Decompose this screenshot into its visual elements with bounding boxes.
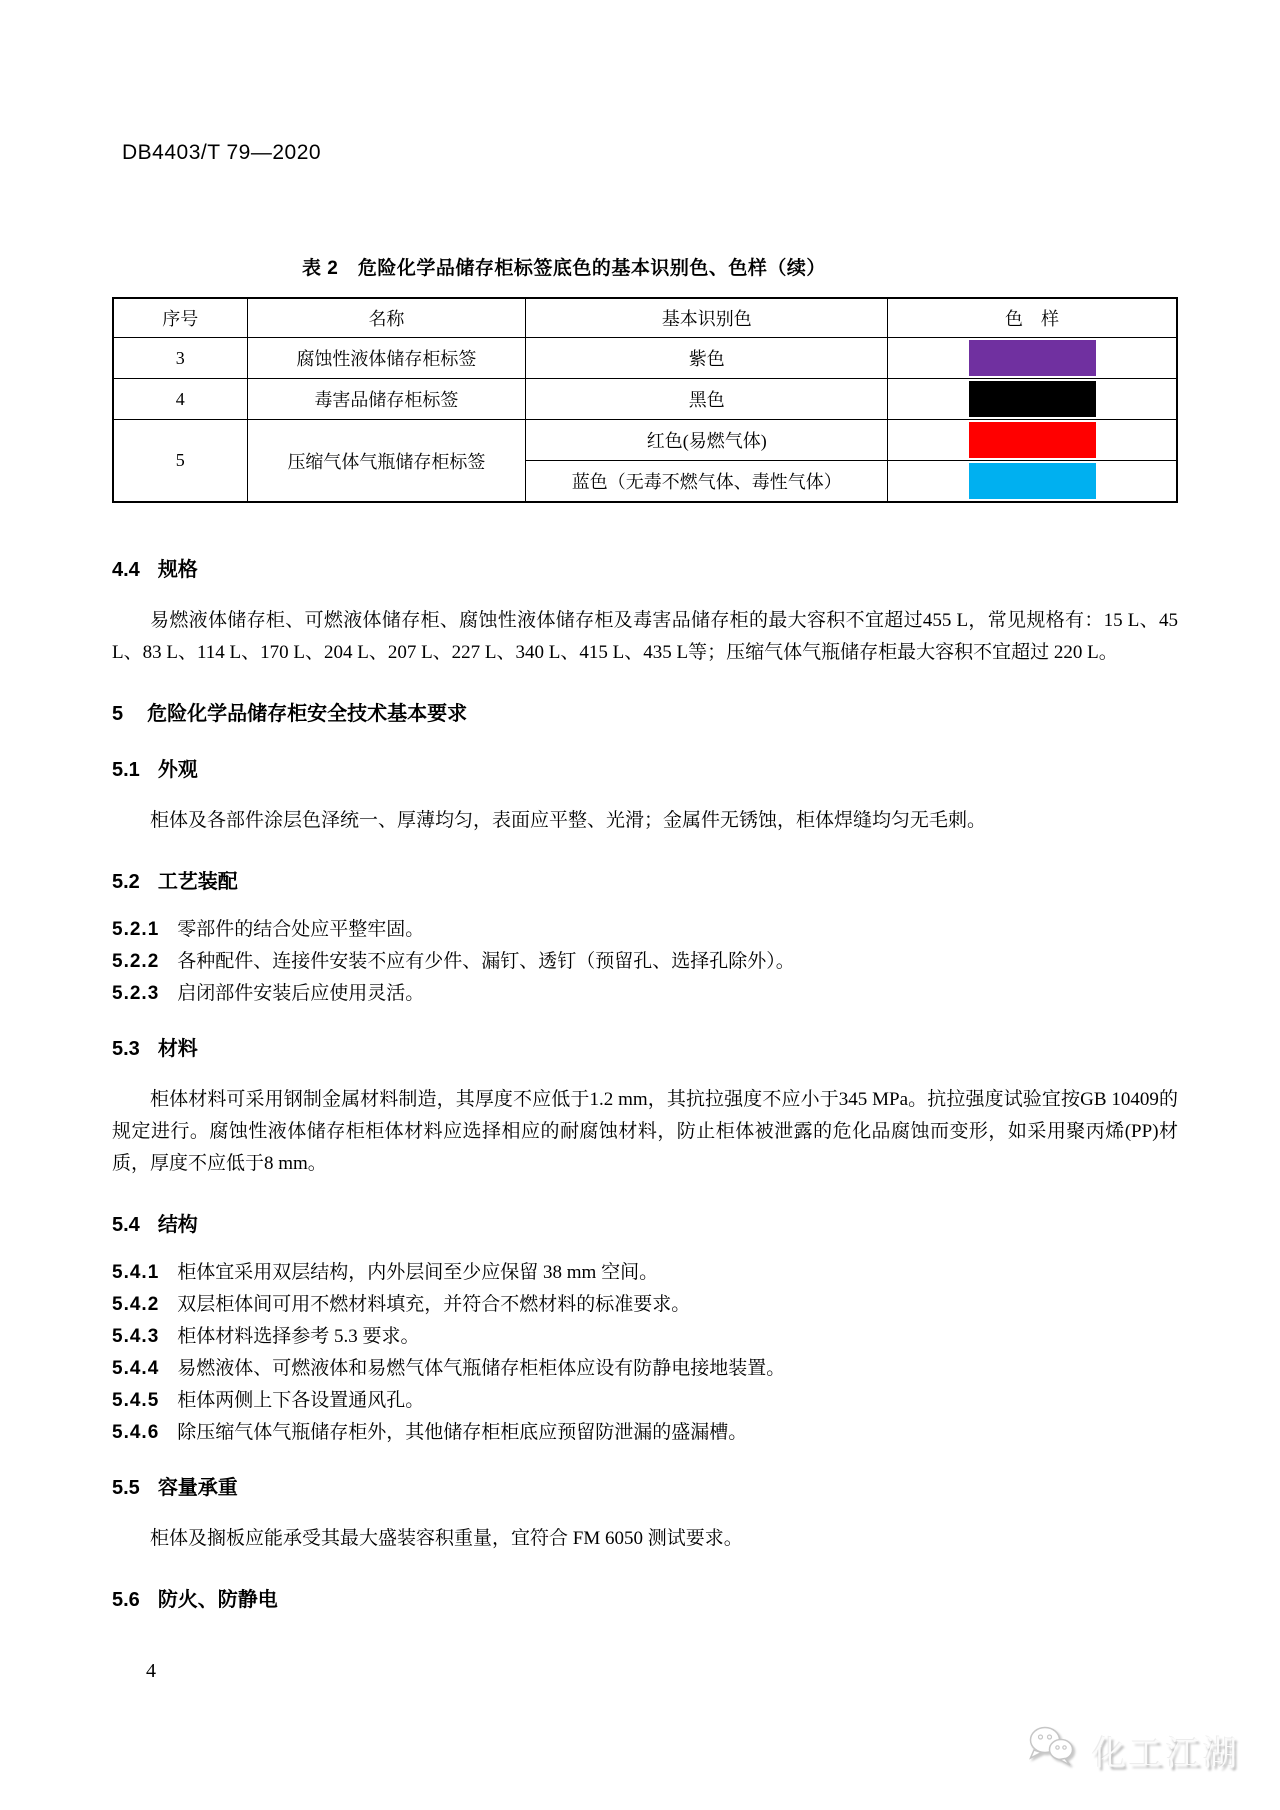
color-name-cell: 紫色 bbox=[526, 338, 888, 379]
section-number: 5.2 bbox=[112, 871, 140, 893]
section-number: 5.3 bbox=[112, 1038, 140, 1060]
color-name-cell: 蓝色（无毒不燃气体、毒性气体） bbox=[526, 461, 888, 503]
clause-5-4-6 bbox=[112, 1422, 1178, 1443]
section-number: 5 bbox=[112, 703, 124, 725]
wechat-chat-bubbles-icon bbox=[1026, 1725, 1082, 1776]
clause-text: 各种配件、连接件安装不应有少件、漏钉、透钉（预留孔、选择孔除外）。 bbox=[177, 951, 795, 972]
clause-text: 柜体宜采用双层结构，内外层间至少应保留 38 mm 空间。 bbox=[177, 1262, 659, 1283]
clause-5-4-1 bbox=[112, 1262, 1178, 1283]
seq-cell: 5 bbox=[113, 420, 247, 503]
section-heading-4-4 bbox=[112, 559, 1178, 581]
section-number: 5.1 bbox=[112, 759, 140, 781]
clause-number: 5.4.1 bbox=[112, 1262, 160, 1283]
column-header-color-sample: 色 样 bbox=[888, 298, 1177, 338]
column-header-name: 名称 bbox=[247, 298, 526, 338]
table-title: 表 2 危险化学品储存柜标签底色的基本识别色、色样（续） bbox=[302, 258, 826, 279]
color-name-cell: 红色(易燃气体) bbox=[526, 420, 888, 461]
clause-text: 易燃液体、可燃液体和易燃气体气瓶储存柜柜体应设有防静电接地装置。 bbox=[177, 1358, 786, 1379]
section-heading-5-6 bbox=[112, 1589, 1178, 1611]
name-cell: 毒害品储存柜标签 bbox=[247, 379, 526, 420]
section-heading-5-1 bbox=[112, 759, 1178, 781]
section-title: 结构 bbox=[157, 1214, 198, 1236]
color-swatch-red bbox=[969, 422, 1096, 458]
section-title: 规格 bbox=[157, 559, 198, 581]
clause-number: 5.4.6 bbox=[112, 1422, 160, 1443]
watermark bbox=[1026, 1725, 1240, 1776]
clause-number: 5.4.2 bbox=[112, 1294, 160, 1315]
clause-text: 双层柜体间可用不燃材料填充，并符合不燃材料的标准要求。 bbox=[177, 1294, 691, 1315]
clause-text: 柜体两侧上下各设置通风孔。 bbox=[177, 1390, 425, 1411]
section-number: 5.6 bbox=[112, 1589, 140, 1611]
paragraph-5-1: 柜体及各部件涂层色泽统一、厚薄均匀，表面应平整、光滑；金属件无锈蚀，柜体焊缝均匀无毛刺。 bbox=[150, 810, 987, 831]
section-heading-5 bbox=[112, 703, 1178, 725]
seq-cell: 4 bbox=[113, 379, 247, 420]
clause-text: 除压缩气体气瓶储存柜外，其他储存柜柜底应预留防泄漏的盛漏槽。 bbox=[177, 1422, 748, 1443]
table-header-row bbox=[113, 298, 1177, 338]
clause-text: 启闭部件安装后应使用灵活。 bbox=[177, 983, 425, 1004]
paragraph-5-3: 柜体材料可采用钢制金属材料制造，其厚度不应低于1.2 mm，其抗拉强度不应小于345 MPa。抗拉强度试验宜按GB 10409的规定进行。腐蚀性液体储存柜柜体材料应选择相应的耐腐蚀材料，防止柜体被泄露的危化品腐蚀而变形，如采用聚丙烯(PP)材质，厚度不应低于8 mm。 bbox=[112, 1089, 1178, 1174]
section-number: 5.4 bbox=[112, 1214, 140, 1236]
table-row bbox=[113, 420, 1177, 461]
color-swatch-black bbox=[969, 381, 1096, 417]
section-title: 防火、防静电 bbox=[157, 1589, 278, 1611]
section-title: 材料 bbox=[157, 1038, 198, 1060]
clause-text: 零部件的结合处应平整牢固。 bbox=[177, 919, 425, 940]
standard-number: DB4403/T 79—2020 bbox=[122, 141, 322, 164]
seq-cell: 3 bbox=[113, 338, 247, 379]
section-heading-5-3 bbox=[112, 1038, 1178, 1060]
table-row bbox=[113, 338, 1177, 379]
clause-5-4-3 bbox=[112, 1326, 1178, 1347]
clause-number: 5.4.5 bbox=[112, 1390, 160, 1411]
clause-5-2-3 bbox=[112, 983, 1178, 1004]
swatch-cell bbox=[888, 338, 1177, 379]
swatch-cell bbox=[888, 420, 1177, 461]
section-title: 危险化学品储存柜安全技术基本要求 bbox=[147, 703, 468, 725]
color-swatch-purple bbox=[969, 340, 1096, 376]
paragraph-4-4: 易燃液体储存柜、可燃液体储存柜、腐蚀性液体储存柜及毒害品储存柜的最大容积不宜超过455 L，常见规格有：15 L、45 L、83 L、114 L、170 L、204 L、207 L、227 L、340 L、415 L、435 L等；压缩气体气瓶储存柜最大容积不宜超过 220 L。 bbox=[112, 610, 1178, 663]
section-title: 外观 bbox=[157, 759, 198, 781]
section-heading-5-4 bbox=[112, 1214, 1178, 1236]
table-row bbox=[113, 379, 1177, 420]
section-number: 5.5 bbox=[112, 1477, 140, 1499]
name-cell: 压缩气体气瓶储存柜标签 bbox=[247, 420, 526, 503]
section-title: 工艺装配 bbox=[157, 871, 238, 893]
clause-5-4-5 bbox=[112, 1390, 1178, 1411]
column-header-seq: 序号 bbox=[113, 298, 247, 338]
clause-text: 柜体材料选择参考 5.3 要求。 bbox=[177, 1326, 420, 1347]
clause-5-2-1 bbox=[112, 919, 1178, 940]
section-title: 容量承重 bbox=[157, 1477, 238, 1499]
clause-number: 5.4.4 bbox=[112, 1358, 160, 1379]
color-swatch-blue bbox=[969, 463, 1096, 499]
color-sample-table bbox=[112, 297, 1178, 503]
clause-number: 5.2.3 bbox=[112, 983, 160, 1004]
section-heading-5-5 bbox=[112, 1477, 1178, 1499]
clause-5-4-4 bbox=[112, 1358, 1178, 1379]
clause-number: 5.4.3 bbox=[112, 1326, 160, 1347]
swatch-cell bbox=[888, 379, 1177, 420]
clause-number: 5.2.2 bbox=[112, 951, 160, 972]
section-heading-5-2 bbox=[112, 871, 1178, 893]
column-header-identification-color: 基本识别色 bbox=[526, 298, 888, 338]
swatch-cell bbox=[888, 461, 1177, 503]
clause-number: 5.2.1 bbox=[112, 919, 160, 940]
name-cell: 腐蚀性液体储存柜标签 bbox=[247, 338, 526, 379]
clause-5-4-2 bbox=[112, 1294, 1178, 1315]
section-number: 4.4 bbox=[112, 559, 140, 581]
clause-5-2-2 bbox=[112, 951, 1178, 972]
page-content bbox=[112, 0, 1178, 1611]
watermark-text: 化工江湖 bbox=[1092, 1736, 1240, 1773]
color-name-cell: 黑色 bbox=[526, 379, 888, 420]
paragraph-5-5: 柜体及搁板应能承受其最大盛装容积重量，宜符合 FM 6050 测试要求。 bbox=[150, 1528, 743, 1549]
page-number: 4 bbox=[146, 1660, 156, 1682]
